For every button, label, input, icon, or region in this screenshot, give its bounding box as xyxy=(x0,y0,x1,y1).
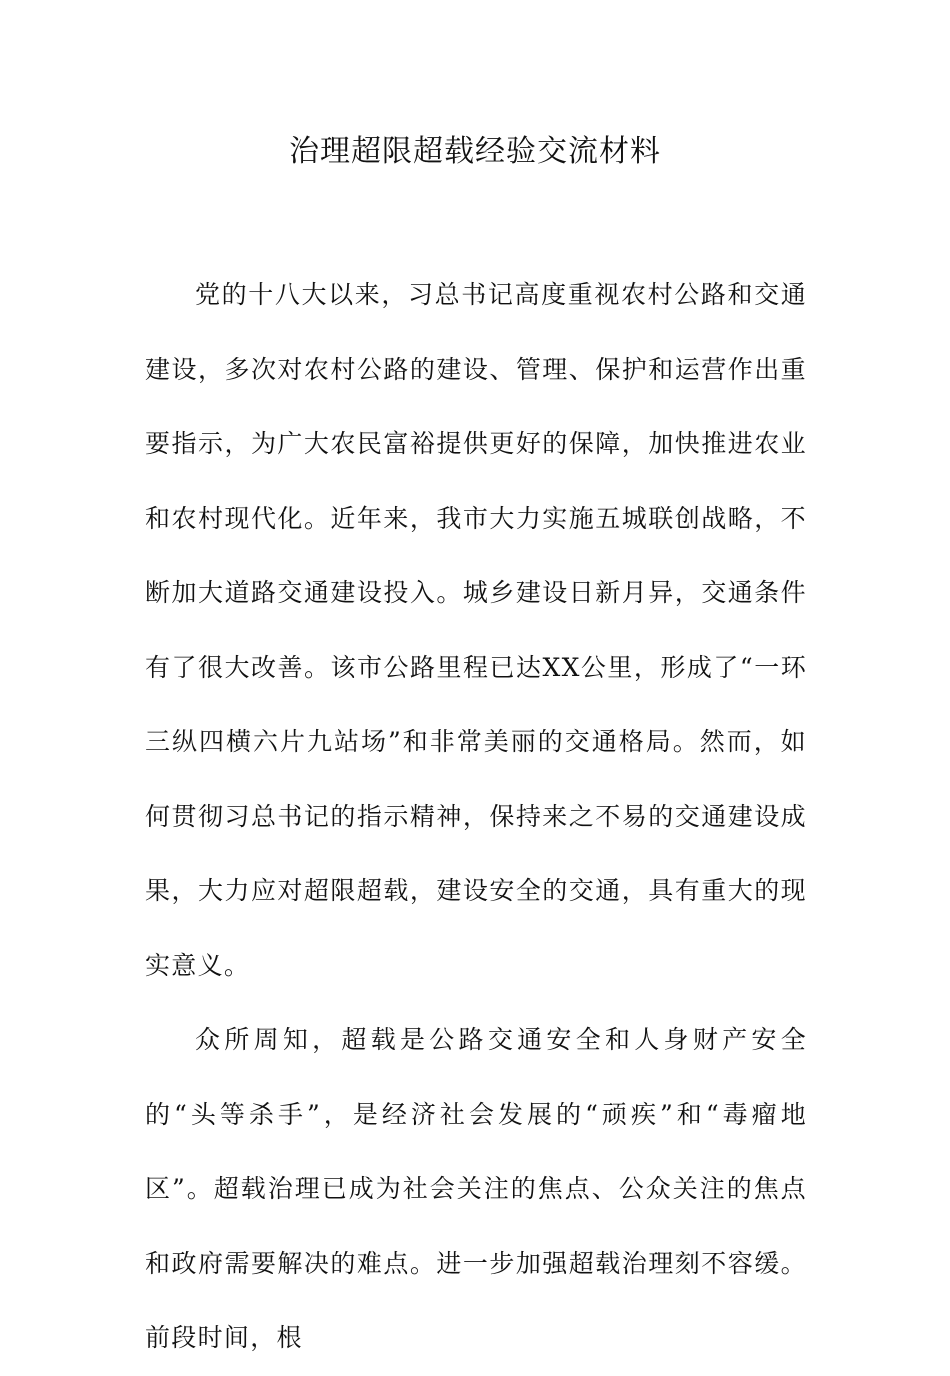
paragraph-1: 党的十八大以来，习总书记高度重视农村公路和交通建设，多次对农村公路的建设、管理、保护和运营作出重要指示，为广大农民富裕提供更好的保障，加快推进农业和农村现代化。近年来，我市大力实施五城联创战略，不断加大道路交通建设投入。城乡建设日新月异，交通条件有了很大改善。该市公路里程已达XX公里，形成了“一环三纵四横六片九站场”和非常美丽的交通格局。然而，如何贯彻习总书记的指示精神，保持来之不易的交通建设成果，大力应对超限超载，建设安全的交通，具有重大的现实意义。 xyxy=(145,280,807,980)
paragraph-2: 众所周知，超载是公路交通安全和人身财产安全的“头等杀手”，是经济社会发展的“顽疾”和“毒瘤地区”。超载治理已成为社会关注的焦点、公众关注的焦点和政府需要解决的难点。进一步加强超载治理刻不容缓。前段时间，根 xyxy=(145,1025,807,1352)
document-body xyxy=(145,258,807,1376)
document-title: 治理超限超载经验交流材料 xyxy=(289,134,661,169)
